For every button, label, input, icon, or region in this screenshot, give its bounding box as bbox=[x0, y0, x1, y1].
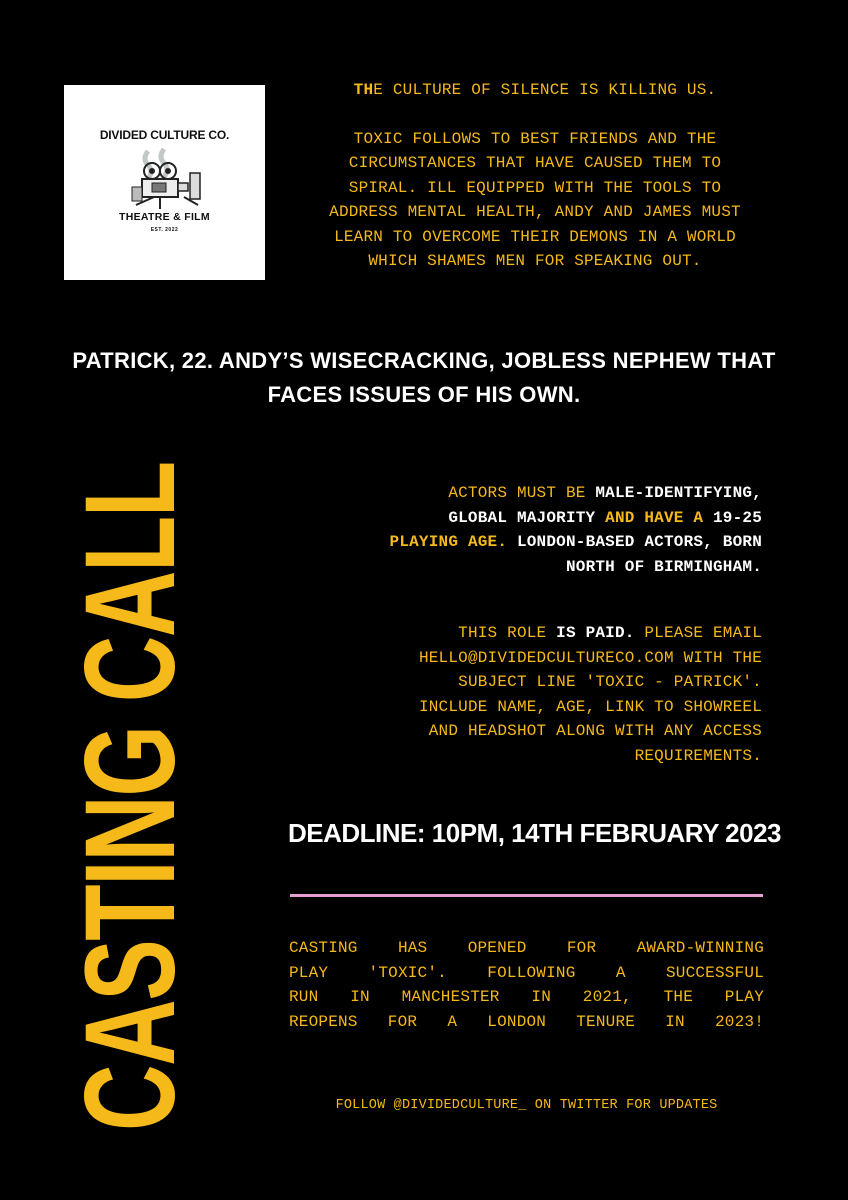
synopsis-line: TOXIC FOLLOWS TO BEST FRIENDS AND THE bbox=[353, 129, 717, 148]
synopsis-line: CIRCUMSTANCES THAT HAVE CAUSED THEM TO bbox=[348, 154, 722, 172]
synopsis-line: ADDRESS MENTAL HEALTH, ANDY AND JAMES MUST bbox=[329, 203, 741, 221]
requirements-section bbox=[292, 481, 762, 579]
role-line: PATRICK, 22. ANDY’S WISECRACKING, JOBLESS NEPHEW THAT bbox=[72, 348, 776, 373]
payment-line: THIS ROLE IS PAID. PLEASE EMAIL bbox=[458, 624, 762, 642]
about-line: PLAY 'TOXIC'. FOLLOWING A SUCCESSFUL bbox=[289, 963, 764, 982]
about-section bbox=[289, 936, 764, 1034]
requirements-line: ACTORS MUST BE MALE-IDENTIFYING, bbox=[448, 484, 762, 502]
film-camera-illustration-icon bbox=[128, 147, 204, 211]
role-line: FACES ISSUES OF HIS OWN. bbox=[267, 382, 581, 407]
logo-subtitle: THEATRE & FILM bbox=[119, 211, 210, 223]
logo-brand-name: DIVIDED CULTURE CO. bbox=[99, 128, 230, 142]
intro-headline-lead: TH bbox=[353, 81, 374, 99]
role-description bbox=[0, 344, 848, 412]
intro-headline-rest: E CULTURE OF SILENCE IS KILLING US. bbox=[373, 81, 717, 99]
deadline: DEADLINE: 10PM, 14TH FEBRUARY 2023 bbox=[288, 818, 782, 848]
contact-email-line: HELLO@DIVIDEDCULTURECO.COM WITH THE bbox=[418, 648, 762, 667]
requirements-line: NORTH OF BIRMINGHAM. bbox=[565, 557, 762, 576]
application-instructions bbox=[282, 621, 762, 768]
logo bbox=[64, 85, 265, 280]
synopsis-line: LEARN TO OVERCOME THEIR DEMONS IN A WORLD bbox=[334, 227, 736, 246]
instruction-line: REQUIREMENTS. bbox=[634, 746, 762, 765]
divider bbox=[290, 894, 763, 897]
instruction-line: INCLUDE NAME, AGE, LINK TO SHOWREEL bbox=[418, 697, 762, 716]
instruction-line: AND HEADSHOT ALONG WITH ANY ACCESS bbox=[428, 722, 762, 740]
logo-established: EST. 2022 bbox=[150, 227, 179, 233]
synopsis-line: WHICH SHAMES MEN FOR SPEAKING OUT. bbox=[368, 252, 702, 270]
intro-headline bbox=[285, 78, 785, 103]
subject-line: SUBJECT LINE 'TOXIC - PATRICK'. bbox=[458, 673, 762, 691]
requirements-line: PLAYING AGE. LONDON-BASED ACTORS, BORN bbox=[389, 533, 762, 551]
requirements-line: GLOBAL MAJORITY AND HAVE A 19-25 bbox=[448, 508, 762, 527]
about-line: REOPENS FOR A LONDON TENURE IN 2023! bbox=[289, 1012, 764, 1031]
about-line: RUN IN MANCHESTER IN 2021, THE PLAY bbox=[289, 988, 764, 1006]
synopsis-line: SPIRAL. ILL EQUIPPED WITH THE TOOLS TO bbox=[348, 178, 722, 197]
casting-call-title: CASTING CALL bbox=[59, 462, 202, 1131]
intro-section bbox=[285, 78, 785, 274]
about-line: CASTING HAS OPENED FOR AWARD-WINNING bbox=[289, 939, 764, 957]
social-follow: FOLLOW @DIVIDEDCULTURE_ ON TWITTER FOR UPDATES bbox=[335, 1098, 718, 1113]
